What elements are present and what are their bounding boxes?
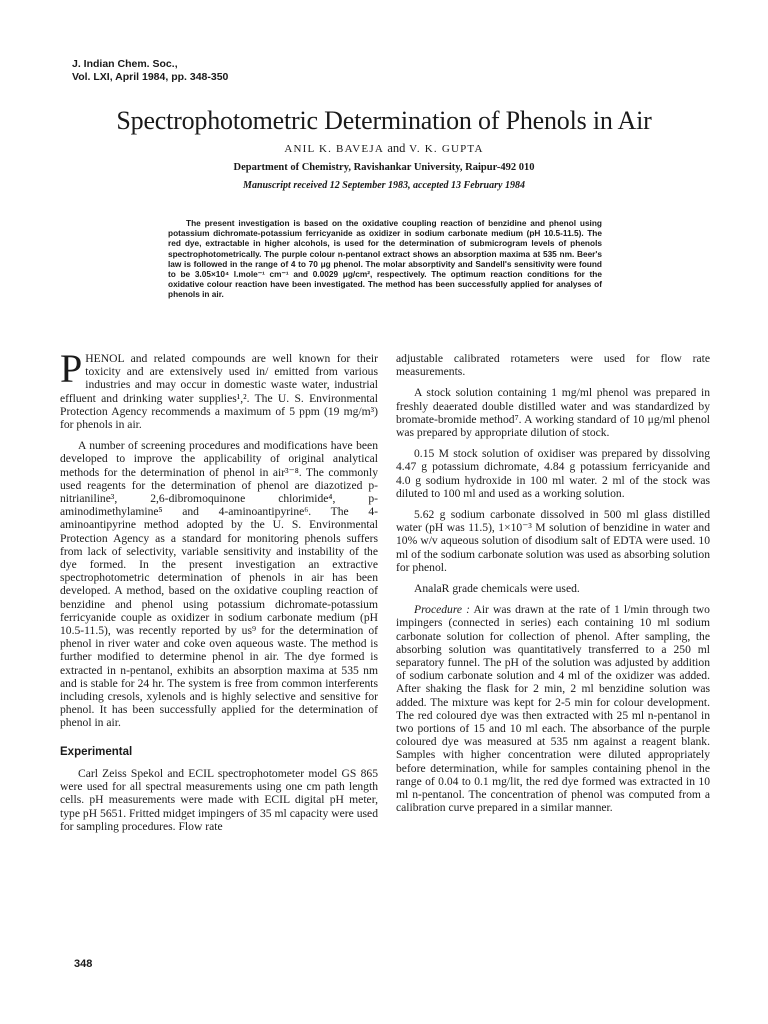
body-paragraph: 5.62 g sodium carbonate dissolved in 500 ml glass distilled water (pH was 11.5), 1×10⁻³ M solution of benzidine in water and 10% w/v aqueous solution of disodium salt of EDTA were used. 10 ml of the sodium carbonate solution was used as absorbing solution for phenol.	[396, 508, 710, 574]
page-number: 348	[74, 958, 93, 970]
body-paragraph: adjustable calibrated rotameters were used for flow rate measurements.	[396, 352, 710, 379]
right-column	[396, 352, 710, 823]
procedure-paragraph	[396, 603, 710, 814]
author-2: V. K. GUPTA	[409, 143, 484, 155]
author-conjunction: and	[387, 141, 406, 155]
received-dates: Manuscript received 12 September 1983, accepted 13 February 1984	[243, 180, 525, 191]
affiliation: Department of Chemistry, Ravishankar University, Raipur-492 010	[233, 162, 535, 173]
intro-paragraph	[60, 346, 378, 432]
abstract	[168, 218, 602, 300]
body-paragraph: AnalaR grade chemicals were used.	[414, 582, 580, 596]
procedure-label: Procedure :	[414, 603, 471, 617]
drop-cap: P	[60, 346, 83, 391]
paper-title: Spectrophotometric Determination of Phenols in Air	[116, 106, 652, 135]
body-paragraph: A number of screening procedures and modifications have been developed to improve the applicability of original analytical methods for the determination of phenol in air³⁻⁸. The commonly used reagents for the determination of phenol are diazotized p-nitrianiline³, 2,6-dibromoquinone chlorimide⁴, p-aminodimethylamine⁵ and 4-aminoantipyrine⁶. The 4-aminoantipyrine method adopted by the U. S. Environmental Protection Agency as a standard for monitoring phenols suffers from lack of selectivity, variable sensitivity and instability of the dye formed. In the present investigation an extractive spectrophotometric determination of phenols in air has been developed. A method, based on the oxidative coupling reaction of benzidine and phenol using potassium dichromate-potassium ferricyanide couple as oxidizer in sodium carbonate medium (pH 10.5-11.5), was recently reported by us⁹ for the determination of phenol in river water and coke oven aqueous waste. The method is further modified to determine phenol in air. The dye formed is extracted in n-pentanol, exhibits an absorption maxima at 535 nm and is stable for 24 hr. The system is free from common interferents including cresols, xylenols and is highly selective and sensitive for phenol. It has been successfully applied for the determination of phenol in air.	[60, 439, 378, 730]
body-paragraph: A stock solution containing 1 mg/ml phenol was prepared in freshly deaerated double distilled water and was standardized by bromate-bromide method⁷. A working standard of 10 μg/ml phenol was prepared by appropriate dilution of stock.	[396, 386, 710, 440]
section-heading: Experimental	[60, 745, 133, 758]
procedure-text: Air was drawn at the rate of 1 l/min through two impingers (connected in series) each containing 10 ml sodium carbonate solution for collection of phenol. After sampling, the absorbing solution was quantitatively transferred to a 250 ml separatory funnel. The pH of the solution was adjusted by addition of sodium carbonate solution and 4 ml of the oxidizer was added. After shaking the flask for 2 min, 2 ml benzidine solution was added. The mixture was kept for 2-5 min for colour development. The red coloured dye was then extracted with 25 ml n-pentanol in two portions of 15 and 10 ml each. The absorbance of the purple coloured dye was measured at 535 nm against a reagent blank. Samples with higher concentration were diluted appropriately before determination, while for samples containing phenol in the range of 0.04 to 0.1 mg/lit, the red dye formed was extracted in 10 ml n-pentanol. The concentration of phenol was computed from a calibration curve prepared in a similar manner.	[396, 603, 710, 815]
author-1: ANIL K. BAVEJA	[284, 143, 384, 155]
intro-text: HENOL and related compounds are well known for their toxicity and are extensively used in/ emitted from various industries and may occur in domestic waste water, industrial effluent and drinking water supplies¹,². The U. S. Environmental Protection Agency recommends a maximum of 5 ppm (19 mg/m³) for phenols in air.	[60, 352, 378, 432]
left-column	[60, 346, 378, 841]
journal-citation	[72, 58, 228, 84]
journal-volume: Vol. LXI, April 1984, pp. 348-350	[72, 71, 229, 83]
journal-name: J. Indian Chem. Soc.,	[72, 58, 178, 70]
body-paragraph: Carl Zeiss Spekol and ECIL spectrophotometer model GS 865 were used for all spectral measurements using one cm path length cells. pH measurements were made with ECIL digital pH meter, type pH 5651. Fritted midget impingers of 35 ml capacity were used for sampling procedures. Flow rate	[60, 766, 378, 833]
author-line	[0, 141, 768, 156]
abstract-text: The present investigation is based on the oxidative coupling reaction of benzidine and phenol using potassium dichromate-potassium ferricyanide as oxidizer in sodium carbonate medium (pH 10.5-11.5). The red dye, extractable in higher alcohols, is used for the determination of submicrogram levels of phenols spectrophotometrically. The purple colour n-pentanol extract shows an absorption maxima at 535 nm. Beer's law is followed in the range of 4 to 70 μg phenol. The molar absorptivity and Sandell's sensitivity were found to be 3.05×10⁴ l.mole⁻¹ cm⁻¹ and 0.0029 μg/cm², respectively. The optimum reaction conditions for the oxidative colour reaction have been investigated. The method has been successfully applied for analyses of phenols in air.	[168, 218, 602, 300]
body-paragraph: 0.15 M stock solution of oxidiser was prepared by dissolving 4.47 g potassium dichromate, 4.84 g potassium ferricyanide and 4.0 g sodium hydroxide in 100 ml water. 2 ml of the stock was diluted to 100 ml and used as a working solution.	[396, 447, 710, 500]
